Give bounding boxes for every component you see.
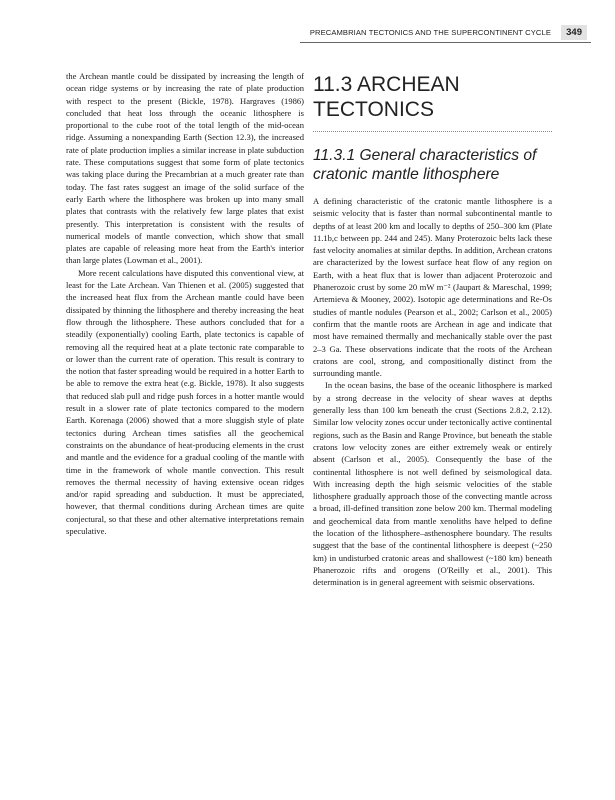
section-heading: 11.3 ARCHEAN TECTONICS: [313, 73, 460, 121]
running-title: PRECAMBRIAN TECTONICS AND THE SUPERCONTINENT CYCLE: [309, 28, 551, 37]
section-divider: [313, 131, 552, 132]
body-paragraph: More recent calculations have disputed this conventional view, at least for the Late Archean. Van Thienen et al. (2005) suggested that the increased heat flux from the Archean mantle could have been dissipated by thinning the lithosphere and thereby increasing the heat flow through the lithosphere. These authors concluded that for a steadily (exponentially) cooling Earth, plate tectonics is capable of removing all the required heat at a plate tectonic rate comparable to or lower than the current rate of operation. This result is contrary to the notion that faster spreading would be required in a hotter Earth to be able to remove the extra heat (e.g. Bickle, 1978). It also suggests that reduced slab pull and ridge push forces in a hotter mantle would result in a slower rate of plate tectonics compared to the modern Earth. Korenaga (2006) showed that a more sluggish style of plate tectonics during Archean times satisfies all the geochemical constraints on the abundance of heat-producing elements in the crust and mantle and the evidence for a gradual cooling of the mantle with time in the framework of whole mantle convection. This result removes the thermal necessity of having extensive ocean ridges and/or rapid spreading and subduction. It must be appreciated, however, that thermal conditions during Archean times are quite conjectural, so that these and other alternative interpretations remain speculative.: [66, 267, 304, 536]
body-paragraph: the Archean mantle could be dissipated by increasing the length of ocean ridge systems or by increasing the rate of plate production with respect to the present (Bickle, 1978). Hargraves (1986) concluded that heat loss through the oceanic lithosphere is proportional to the cube root of the total length of the mid-ocean ridge. Assuming a nonexpanding Earth (Section 12.3), the increased rate of plate production implies a similar increase in plate subduction rate. These computations suggest that some form of plate tectonics was taking place during the Precambrian at a much greater rate than today. The fast rates suggest an image of the solid surface of the early Earth where the lithosphere was broken up into many small plates that contrasts with the relatively few large plates that exist presently. This interpretation is consistent with the results of numerical models of mantle convection, which show that small plates are capable of releasing more heat from the Earth's interior than large plates (Lowman et al., 2001).: [66, 71, 304, 266]
page-number: 349: [561, 25, 587, 40]
body-paragraph: In the ocean basins, the base of the oceanic lithosphere is marked by a strong decrease in the velocity of shear waves at depths generally less than 100 km beneath the crust (Sections 2.8.2, 2.12). Similar low velocity zones occur under tectonically active continental regions, such as the Basin and Range Province, but beneath the stable cratons low velocity zones are either extremely weak or entirely absent (Carlson et al., 2005). Consequently the base of the continental lithosphere is not well defined by seismological data. With increasing depth the high seismic velocities of the stable lithosphere gradually approach those of the convecting mantle across a broad, ill-defined transition zone below 200 km. Thermal modeling and geochemical data from mantle xenoliths have helped to define the location of the lithosphere–asthenosphere boundary. The results suggest that the base of the continental lithosphere is deepest (~250 km) in undisturbed cratonic areas and shallowest (~180 km) beneath Phanerozoic rifts and orogens (O'Reilly et al., 2001). This determination is in general agreement with seismic observations.: [313, 380, 552, 588]
subsection-heading: 11.3.1 General characteristics of cratonic mantle lithosphere: [313, 147, 537, 183]
right-column: [313, 70, 552, 589]
body-paragraph: A defining characteristic of the cratonic mantle lithosphere is a seismic velocity that is faster than normal subcontinental mantle to depths of at least 200 km and locally to depths of 250–300 km (Plate 11.1b,c between pp. 244 and 245). Many Proterozoic belts lack these fast velocity anomalies at similar depths. In addition, Archean cratons are characterized by the lowest surface heat flow of any region on Earth, with a heat flux that is lower than adjacent Proterozoic and Phanerozoic crust by some 20 mW m⁻² (Jaupart & Mareschal, 1999; Artemieva & Mooney, 2002). Isotopic age determinations and Re-Os studies of mantle nodules (Pearson et al., 2002; Carlson et al., 2005) confirm that the mantle roots are Archean in age and indicate that most have remained thermally and mechanically stable over the past 2–3 Ga. These observations indicate that the roots of the Archean cratons are cool, strong, and compositionally distinct from the surrounding mantle.: [313, 196, 552, 379]
running-header: [0, 24, 615, 44]
header-rule: [300, 42, 591, 43]
left-column: [66, 70, 304, 537]
